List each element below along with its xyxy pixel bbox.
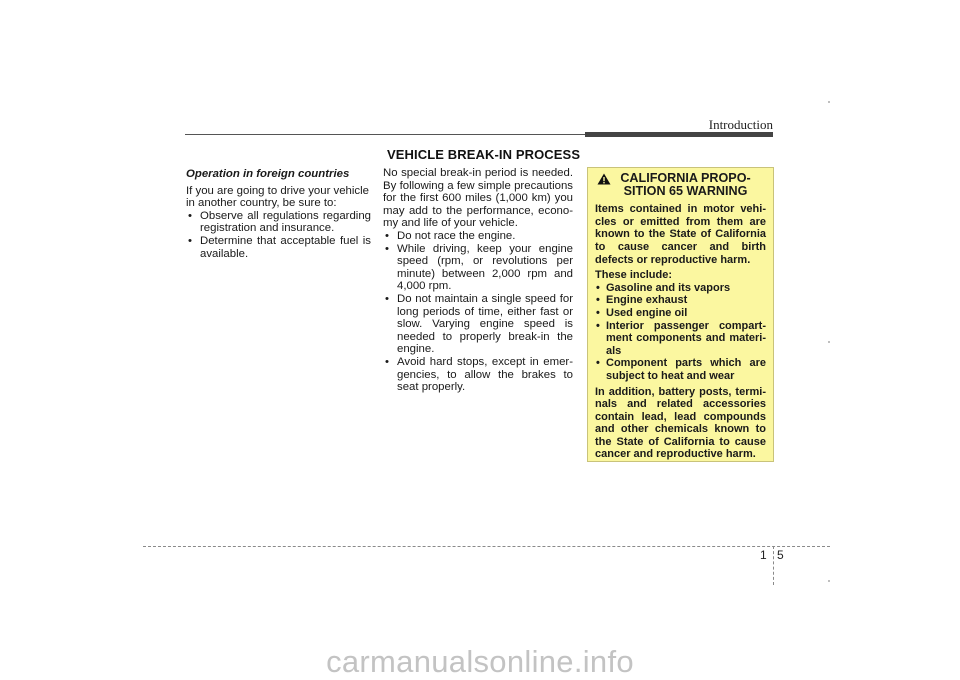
warning-closing: In addition, battery posts, termi-nals and related accessories contain lead, lead compounds and other chemicals known to the State of California to cause cancer and reproductive harm. — [595, 385, 766, 461]
list-item: • Do not maintain a single speed for long periods of time, either fast or slow. Varying engine speed is needed to properly break-in the engine. — [383, 293, 573, 356]
footer-divider — [773, 546, 774, 585]
list-item: • Do not race the engine. — [383, 230, 573, 243]
watermark: carmanualsonline.info — [326, 644, 634, 679]
foreign-countries-list — [186, 210, 371, 260]
prop65-warning-box — [587, 167, 774, 462]
foreign-countries-heading: Operation in foreign countries — [186, 168, 350, 180]
list-item: • While driving, keep your engine speed (rpm, or revolutions per minute) between 2,000 rpm and 4,000 rpm. — [383, 243, 573, 293]
crop-mark — [828, 580, 830, 582]
warning-items-list — [595, 282, 766, 383]
list-item: • Used engine oil — [595, 307, 766, 320]
list-item: • Gasoline and its vapors — [595, 282, 766, 295]
list-item: • Interior passenger compart-ment components and materi-als — [595, 320, 766, 358]
foreign-countries-section — [186, 168, 371, 260]
warning-title-text: CALIFORNIA PROPO-SITION 65 WARNING — [620, 171, 751, 198]
list-item: • Component parts which are subject to heat and wear — [595, 357, 766, 382]
warning-title — [595, 172, 766, 197]
chapter-number: 1 — [760, 548, 767, 562]
page-title: VEHICLE BREAK-IN PROCESS — [387, 147, 581, 162]
warning-triangle-icon — [597, 173, 611, 185]
warning-include-label: These include: — [595, 269, 673, 282]
break-in-list — [383, 230, 573, 394]
list-item: • Engine exhaust — [595, 294, 766, 307]
foreign-countries-intro: If you are going to drive your vehicle in another country, be sure to: — [186, 184, 369, 210]
footer-rule — [143, 546, 830, 547]
page-number: 5 — [777, 548, 784, 562]
section-title: Introduction — [708, 117, 773, 132]
list-item: • Determine that acceptable fuel is available. — [186, 235, 371, 260]
header-rule-accent — [585, 132, 773, 137]
break-in-section — [383, 167, 573, 394]
warning-body: Items contained in motor vehi-cles or emitted from them are known to the State of California to cause cancer and birth defects or reproductive harm. — [595, 203, 766, 266]
crop-mark — [828, 101, 830, 103]
crop-mark — [828, 341, 830, 343]
list-item: • Avoid hard stops, except in emer-gencies, to allow the brakes to seat properly. — [383, 356, 573, 394]
break-in-intro: No special break-in period is needed. By following a few simple precautions for the first 600 miles (1,000 km) you may add to the performance, econo-my and life of your vehicle. — [383, 167, 573, 230]
list-item: • Observe all regulations regarding registration and insurance. — [186, 210, 371, 235]
